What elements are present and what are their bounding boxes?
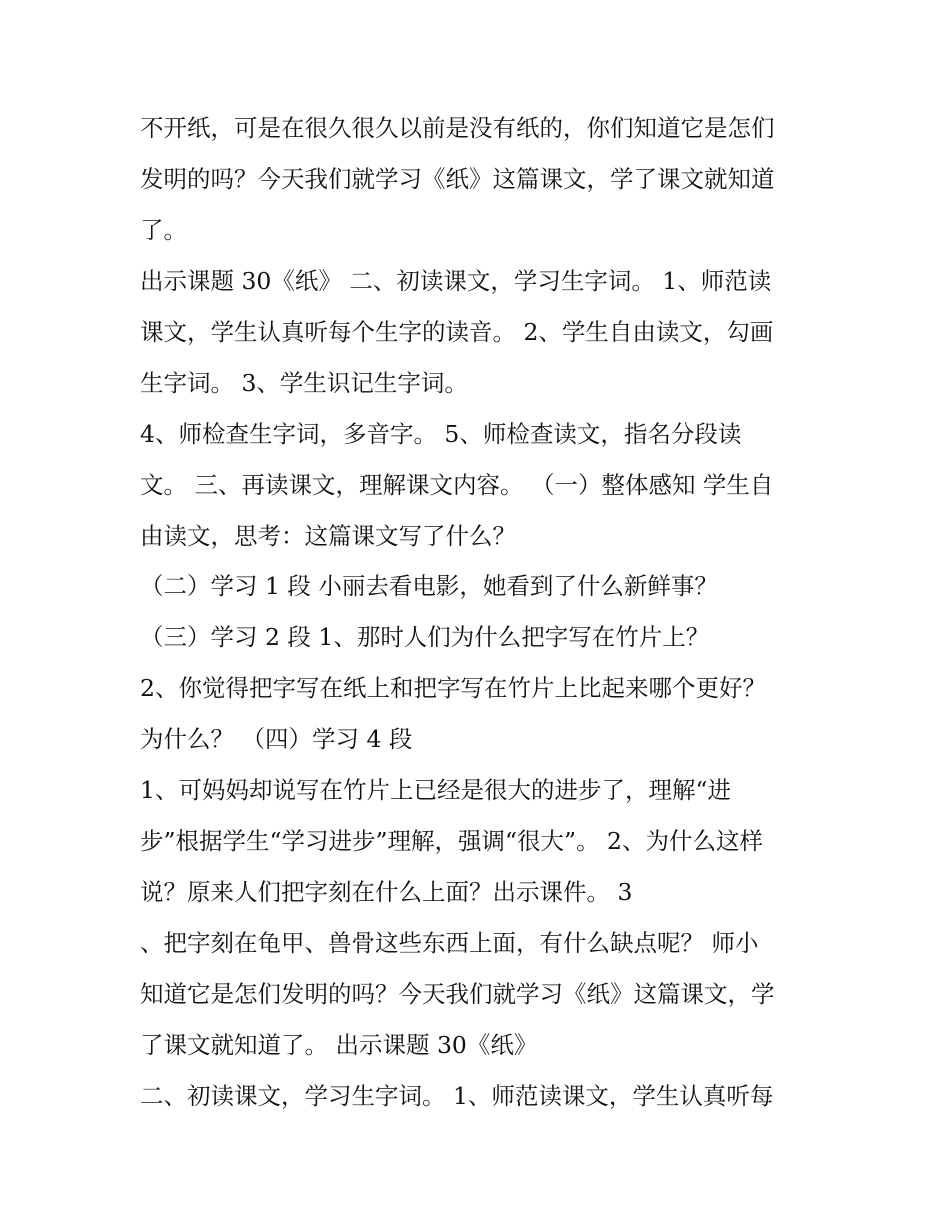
- text-line: 生字词。 3、学生识记生字词。: [140, 369, 468, 397]
- text-line: 发明的吗？今天我们就学习《纸》这篇课文，学了课文就知道: [140, 165, 775, 193]
- text-line: 由读文，思考：这篇课文写了什么？: [140, 522, 516, 550]
- text-line: 说？原来人们把字刻在什么上面？出示课件。 3: [140, 878, 633, 906]
- text-line: 了课文就知道了。 出示课题 30《纸》: [140, 1031, 538, 1059]
- text-line: 不开纸，可是在很久很久以前是没有纸的，你们知道它是怎们: [140, 114, 775, 142]
- text-line: 了。: [140, 216, 187, 244]
- text-line: 课文，学生认真听每个生字的读音。 2、学生自由读文，勾画: [140, 318, 774, 346]
- text-line: 步”根据学生“学习进步”理解，强调“很大”。 2、为什么这样: [140, 827, 763, 855]
- text-line: 1、可妈妈却说写在竹片上已经是很大的进步了，理解“进: [140, 776, 731, 804]
- text-line: 4、师检查生字词，多音字。 5、师检查读文，指名分段读: [140, 420, 742, 448]
- text-line: （二）学习 1 段 小丽去看电影，她看到了什么新鲜事？: [140, 572, 718, 600]
- text-line: 、把字刻在龟甲、兽骨这些东西上面，有什么缺点呢？ 师小: [140, 929, 759, 957]
- text-line: 二、初读课文，学习生字词。 1、师范读课文，学生认真听每: [140, 1082, 774, 1110]
- text-line: 2、你觉得把字写在纸上和把字写在竹片上比起来哪个更好？: [140, 674, 766, 702]
- text-line: （三）学习 2 段 1、那时人们为什么把字写在竹片上？: [140, 623, 710, 651]
- text-line: 知道它是怎们发明的吗？今天我们就学习《纸》这篇课文，学: [140, 980, 775, 1008]
- text-line: 文。 三、再读课文，理解课文内容。 （一）整体感知 学生自: [140, 471, 774, 499]
- text-line: 为什么？ （四）学习 4 段: [140, 725, 413, 753]
- text-line: 出示课题 30《纸》 二、初读课文，学习生字词。 1、师范读: [140, 267, 772, 295]
